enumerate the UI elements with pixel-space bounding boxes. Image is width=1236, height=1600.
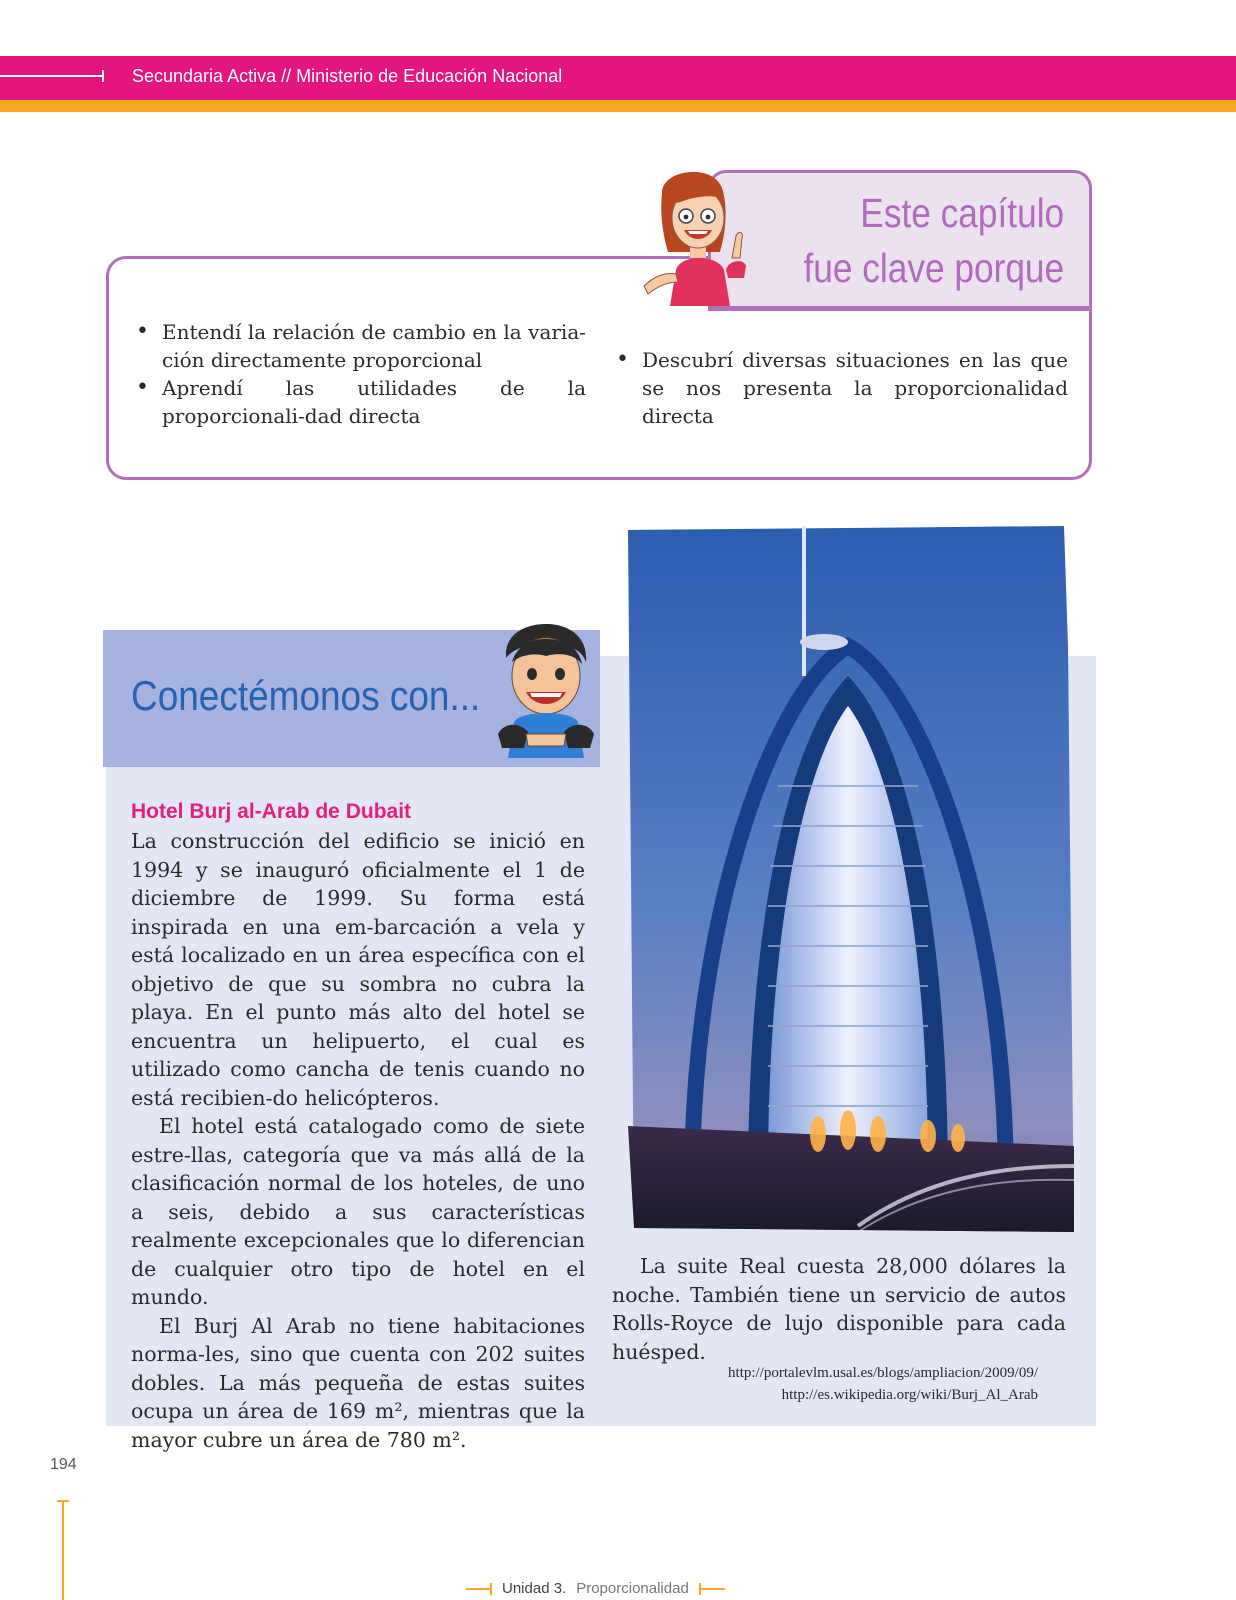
list-item: • Aprendí las utilidades de la proporcionali-dad directa	[132, 374, 586, 430]
running-header: Secundaria Activa // Ministerio de Educación Nacional	[132, 66, 563, 86]
article-paragraph: El hotel está catalogado como de siete estre-llas, categoría que va más allá de la clasificación normal de los hoteles, de uno a seis, debido a sus características realmente excepcionales que lo diferencian de cualquier otro tipo de hotel en el mundo.	[131, 1114, 585, 1309]
article-paragraph: El Burj Al Arab no tiene habitaciones norma-les, sino que cuenta con 202 suites dobles. La más pequeña de estas suites ocupa un área de 169 m², mientras que la mayor cubre un área de 780 m².	[131, 1313, 585, 1452]
footer-rule-tick	[57, 1500, 69, 1502]
article-paragraph: La construcción del edificio se inició en 1994 y se inauguró oficialmente el 1 de diciembre de 1999. Su forma está inspirada en una em-barcación a vela y está localizado en un área específica con el objetivo de que su sombra no cubra la playa. En el punto más alto del hotel se encuentra un helipuerto, el cual es utilizado como cancha de tenis cuando no está recibien-do helicópteros.	[131, 829, 585, 1110]
list-item: • Entendí la relación de cambio en la varia-ción directamente proporcional	[132, 318, 586, 374]
chapter-key-title-line2: fue clave porque	[803, 245, 1064, 291]
boy-mascot-icon	[498, 622, 594, 762]
sources	[612, 1362, 1038, 1406]
list-item: • Descubrí diversas situaciones en las que se nos presenta la proporcionalidad directa	[612, 346, 1068, 430]
article-heading: Hotel Burj al-Arab de Dubait	[131, 800, 412, 823]
photo-caption: La suite Real cuesta 28,000 dólares la noche. También tiene un servicio de autos Rolls-Royce de lujo disponible para cada huésped.	[612, 1254, 1066, 1364]
chapter-key-title	[803, 186, 1064, 296]
source-link[interactable]: http://portalevlm.usal.es/blogs/ampliacion/2009/09/	[728, 1365, 1038, 1381]
footer-ornament	[466, 1588, 492, 1590]
header-rule	[0, 75, 104, 77]
source-link[interactable]: http://es.wikipedia.org/wiki/Burj_Al_Arab	[781, 1387, 1038, 1403]
header-accent-stripe	[0, 100, 1236, 112]
chapter-key-right-list	[612, 346, 1068, 430]
chapter-key-left-list	[132, 318, 586, 430]
girl-mascot-icon	[640, 166, 760, 306]
article-body	[131, 827, 585, 1454]
chapter-key-title-line1: Este capítulo	[860, 190, 1064, 236]
page-number: 194	[50, 1456, 77, 1473]
footer-unit: Unidad 3.	[502, 1580, 567, 1597]
hotel-photo	[628, 526, 1080, 1232]
chapter-key-tab-rule	[708, 306, 1092, 311]
footer-topic: Proporcionalidad	[576, 1580, 689, 1597]
footer-ornament	[699, 1588, 725, 1590]
header-rule-tick	[102, 70, 104, 82]
connect-title: Conectémonos con...	[131, 672, 481, 719]
running-footer	[466, 1580, 725, 1597]
footer-rule	[62, 1500, 64, 1600]
